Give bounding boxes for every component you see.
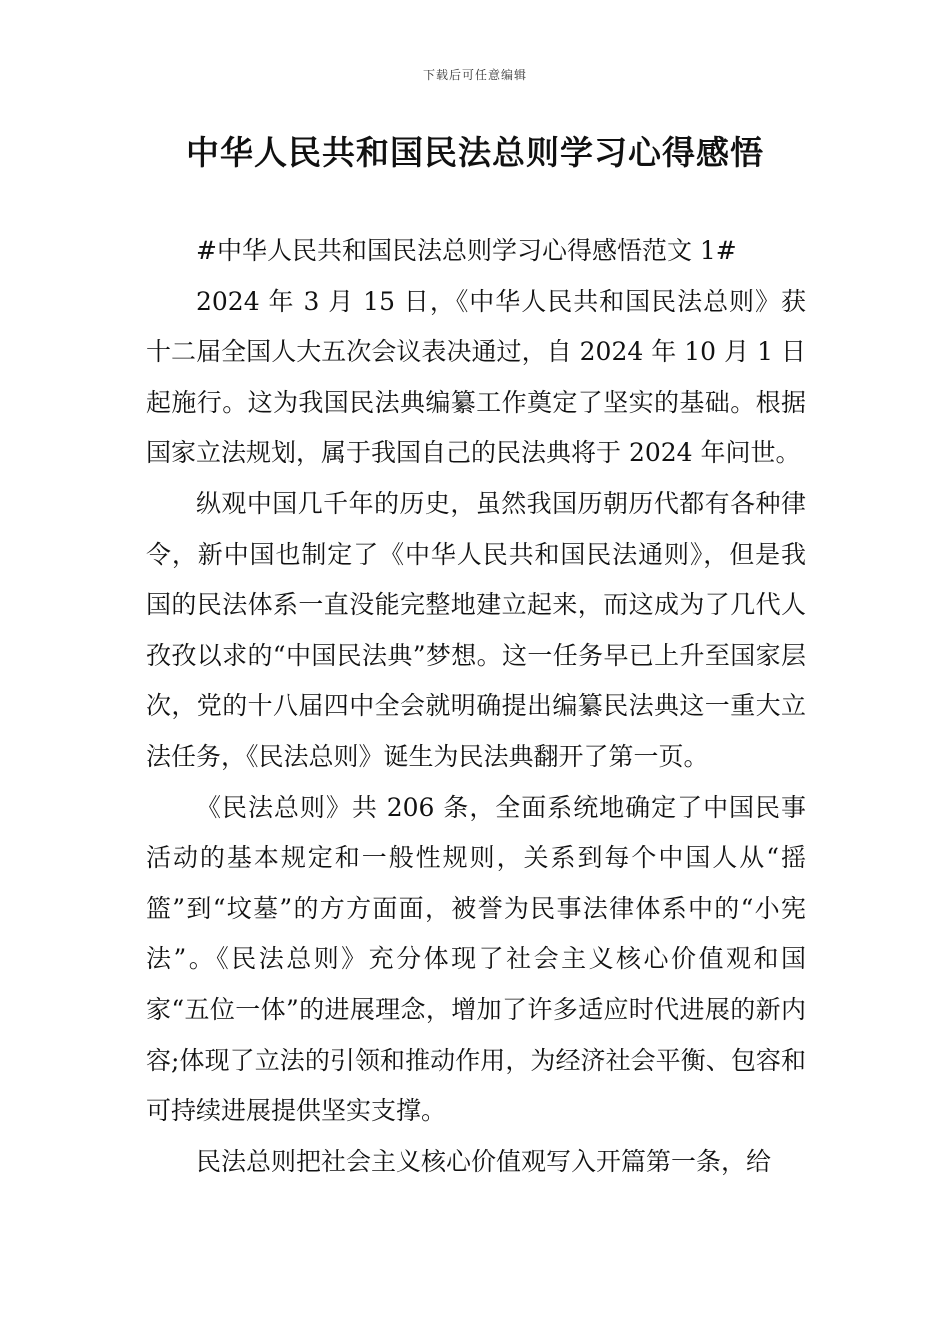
paragraph-3: 《民法总则》共 206 条，全面系统地确定了中国民事活动的基本规定和一般性规则，关系到每个中国人从“摇篮”到“坟墓”的方方面面，被誉为民事法律体系中的“小宪法”。《民法总则》充分体现了社会主义核心价值观和国家“五位一体”的进展理念，增加了许多适应时代进展的新内容;体现了立法的引领和推动作用，为经济社会平衡、包容和可持续进展提供坚实支撑。: [146, 792, 806, 1126]
document-body: [146, 226, 806, 1187]
paragraph-2: 纵观中国几千年的历史，虽然我国历朝历代都有各种律令，新中国也制定了《中华人民共和国民法通则》，但是我国的民法体系一直没能完整地建立起来，而这成为了几代人孜孜以求的“中国民法典”梦想。这一任务早已上升至国家层次，党的十八届四中全会就明确提出编纂民法典这一重大立法任务，《民法总则》诞生为民法典翻开了第一页。: [146, 488, 806, 771]
document-title: 中华人民共和国民法总则学习心得感悟: [186, 133, 764, 172]
section-subheading: #中华人民共和国民法总则学习心得感悟范文 1#: [196, 236, 737, 265]
paragraph-4: 民法总则把社会主义核心价值观写入开篇第一条，给: [196, 1146, 772, 1176]
header-note: 下载后可任意编辑: [422, 68, 527, 82]
paragraph-1: 2024 年 3 月 15 日，《中华人民共和国民法总则》获十二届全国人大五次会议表决通过，自 2024 年 10 月 1 日起施行。这为我国民法典编纂工作奠定了坚实的基础。根据国家立法规划，属于我国自己的民法典将于 2024 年问世。: [146, 286, 806, 468]
